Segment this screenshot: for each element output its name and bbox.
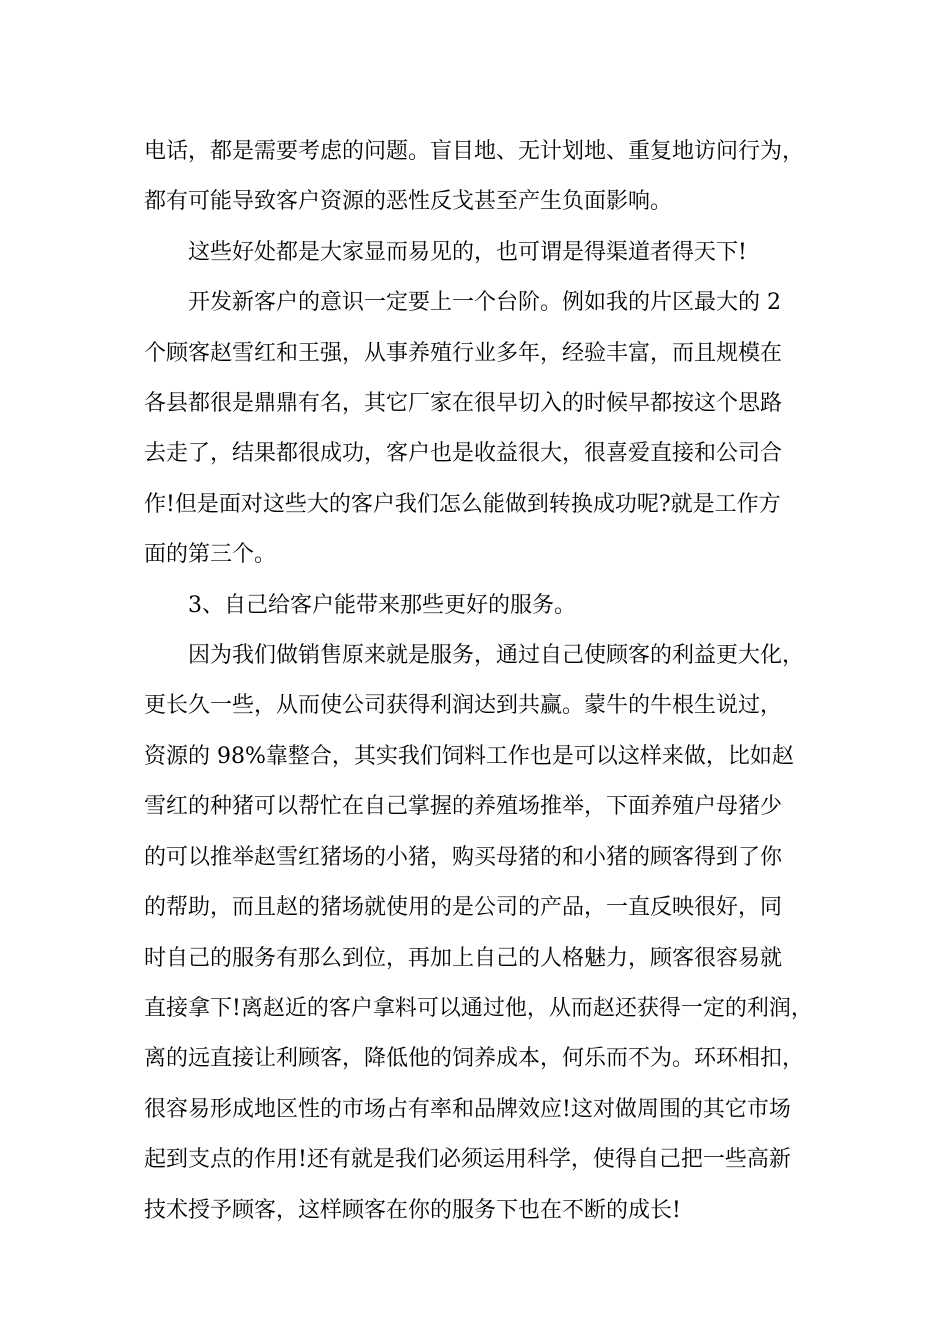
- text-line: 起到支点的作用!还有就是我们必须运用科学，使得自己把一些高新: [144, 1147, 791, 1173]
- document-body: [144, 127, 814, 1236]
- text-line: 电话，都是需要考虑的问题。盲目地、无计划地、重复地访问行为，: [144, 139, 805, 164]
- text-line: 去走了，结果都很成功，客户也是收益很大，很喜爱直接和公司合: [144, 441, 783, 467]
- text-line: 直接拿下!离赵近的客户拿料可以通过他，从而赵还获得一定的利润，: [144, 995, 813, 1021]
- text-line: 开发新客户的意识一定要上一个台阶。例如我的片区最大的 2: [188, 290, 781, 316]
- text-line: 面的第三个。: [144, 542, 277, 568]
- text-line: 个顾客赵雪红和王强，从事养殖行业多年，经验丰富，而且规模在: [144, 340, 783, 366]
- text-line: 时自己的服务有那么到位，再加上自己的人格魅力，顾客很容易就: [144, 945, 783, 971]
- text-line: 很容易形成地区性的市场占有率和品牌效应!这对做周围的其它市场: [144, 1096, 791, 1122]
- text-line: 作!但是面对这些大的客户我们怎么能做到转换成功呢?就是工作方: [144, 491, 781, 517]
- text-line: 的可以推举赵雪红猪场的小猪，购买母猪的和小猪的顾客得到了你: [144, 844, 783, 870]
- text-line: 技术授予顾客，这样顾客在你的服务下也在不断的成长!: [144, 1197, 681, 1223]
- text-line: 离的远直接让利顾客，降低他的饲养成本，何乐而不为。环环相扣，: [144, 1046, 805, 1072]
- text-line: 资源的 98%靠整合，其实我们饲料工作也是可以这样来做，比如赵: [144, 743, 794, 769]
- text-line: 的帮助，而且赵的猪场就使用的是公司的产品，一直反映很好，同: [144, 895, 783, 921]
- text-line: 因为我们做销售原来就是服务，通过自己使顾客的利益更大化，: [188, 643, 805, 669]
- text-line: 各县都很是鼎鼎有名，其它厂家在很早切入的时候早都按这个思路: [144, 391, 783, 417]
- text-line: 雪红的种猪可以帮忙在自己掌握的养殖场推举，下面养殖户母猪少: [144, 794, 783, 820]
- text-line: 都有可能导致客户资源的恶性反戈甚至产生负面影响。: [144, 189, 673, 215]
- text-line: 更长久一些，从而使公司获得利润达到共赢。蒙牛的牛根生说过，: [144, 693, 783, 719]
- text-line: 这些好处都是大家显而易见的，也可谓是得渠道者得天下!: [188, 239, 747, 265]
- text-line: 3、自己给客户能带来那些更好的服务。: [188, 592, 576, 618]
